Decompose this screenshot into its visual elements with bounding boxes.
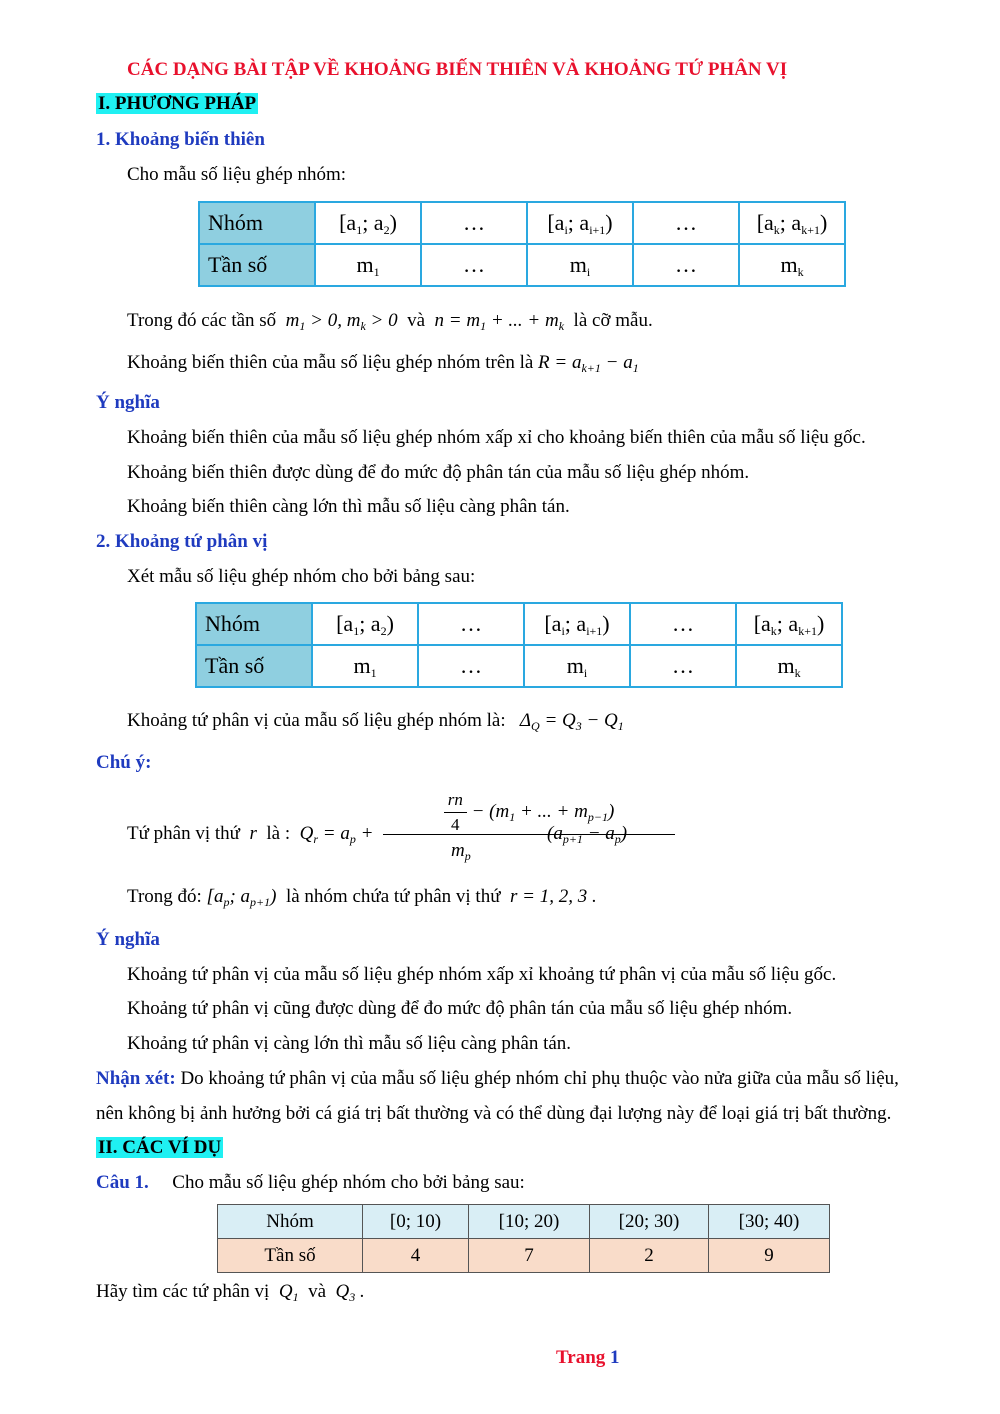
quartile-label: Tứ phân vị thứ r là : $Q_r = a_p$ +: [127, 823, 374, 846]
text-fragment: Khoảng tứ phân vị của mẫu số liệu ghép nhóm là:: [127, 710, 506, 731]
fraction-denominator: $m_p$: [451, 840, 471, 863]
example-header-group: Nhóm: [218, 1205, 363, 1239]
page-footer: [556, 1346, 620, 1370]
formula-sample-size: $n = m_1$ + ... + $m_k$: [429, 310, 565, 333]
formula-interval: [$a_p$; $a_{p+1}$): [206, 886, 277, 909]
question-1-ask: Hãy tìm các tứ phân vị $Q_1$ và $Q_3$ .: [96, 1281, 365, 1304]
text-fragment: Khoảng biến thiên của mẫu số liệu ghép nhóm trên là: [127, 352, 534, 373]
table1-cell: [$a_1$; $a_2$): [315, 202, 421, 244]
page-number: 1: [610, 1347, 620, 1368]
example-cell: [10; 20): [469, 1205, 590, 1239]
sample-size-line: [127, 309, 653, 333]
table2-cell: $m_i$: [524, 645, 630, 687]
formula-tail: $(a_{p+1} - a_p)$: [547, 823, 628, 846]
table1-cell: …: [633, 244, 739, 286]
table2-cell: [$a_k$; $a_{k+1}$): [736, 603, 842, 645]
range-definition: [127, 351, 639, 375]
text-fragment: là :: [266, 823, 291, 844]
example-cell: [30; 40): [709, 1205, 830, 1239]
table1-cell: $m_1$: [315, 244, 421, 286]
table1-cell: $m_k$: [739, 244, 845, 286]
meaning-heading-2: Ý nghĩa: [96, 929, 160, 950]
grouped-table-2: [195, 602, 843, 688]
table1-cell: [$a_k$; $a_{k+1}$): [739, 202, 845, 244]
example-cell: 4: [363, 1239, 469, 1273]
section-heading-2: [96, 1136, 223, 1160]
meaning-line: Khoảng tứ phân vị càng lớn thì mẫu số liệu càng phân tán.: [127, 1033, 572, 1054]
page-title: CÁC DẠNG BÀI TẬP VỀ KHOẢNG BIẾN THIÊN VÀ KHOẢNG TỨ PHÂN VỊ: [127, 59, 788, 80]
table1-cell: [$a_i$; $a_{i+1}$): [527, 202, 633, 244]
note-heading: Chú ý:: [96, 752, 152, 773]
table1-header-group: Nhóm: [199, 202, 315, 244]
remark-label: Nhận xét:: [96, 1068, 176, 1089]
example-cell: [20; 30): [590, 1205, 709, 1239]
example-cell: [0; 10): [363, 1205, 469, 1239]
intro-text-2: Xét mẫu số liệu ghép nhóm cho bởi bảng sau:: [127, 566, 476, 587]
fraction-numerator: $\frac{rn}{4}$ − ($m_1$ + ... + $m_{p-1}$): [383, 790, 675, 835]
formula-range: $R = a_{k+1} - a_1$: [538, 352, 639, 375]
remark-line-2: nên không bị ảnh hưởng bởi cá giá trị bất thường và có thể dùng đại lượng này để loại giá trị bất thường.: [96, 1103, 892, 1124]
table2-cell: [$a_1$; $a_2$): [312, 603, 418, 645]
iqr-definition: [127, 709, 624, 733]
remark-line-1: [96, 1067, 899, 1091]
meaning-line: Khoảng biến thiên càng lớn thì mẫu số liệu càng phân tán.: [127, 496, 570, 517]
example-cell: 7: [469, 1239, 590, 1273]
example-cell: 2: [590, 1239, 709, 1273]
formula-iqr: $\Delta_Q = Q_3 - Q_1$: [510, 710, 624, 733]
intro-text-1: Cho mẫu số liệu ghép nhóm:: [127, 164, 347, 185]
text-fragment: Trong đó:: [127, 886, 202, 907]
table1-cell: …: [633, 202, 739, 244]
table2-cell: [$a_i$; $a_{i+1}$): [524, 603, 630, 645]
text-fragment: Do khoảng tứ phân vị của mẫu số liệu ghép nhóm chỉ phụ thuộc vào nửa giữa của mẫu số liệu,: [180, 1068, 899, 1089]
formula-r-values: r = 1, 2, 3 .: [505, 886, 597, 907]
text-fragment: Tứ phân vị thứ: [127, 823, 240, 844]
fraction-bar: [383, 834, 675, 835]
example-table: [217, 1204, 830, 1273]
meaning-line: Khoảng tứ phân vị của mẫu số liệu ghép nhóm xấp xỉ khoảng tứ phân vị của mẫu số liệu gốc.: [127, 964, 837, 985]
table2-cell: …: [418, 645, 524, 687]
table1-cell: …: [421, 244, 527, 286]
text-fragment: Hãy tìm các tứ phân vị: [96, 1281, 270, 1302]
text-fragment: và: [407, 310, 426, 331]
meaning-heading-1: Ý nghĩa: [96, 392, 160, 413]
text-fragment: và: [308, 1281, 327, 1302]
table2-cell: $m_k$: [736, 645, 842, 687]
table2-cell: $m_1$: [312, 645, 418, 687]
text-fragment: là nhóm chứa tứ phân vị thứ: [285, 886, 501, 907]
table1-cell: …: [421, 202, 527, 244]
text-fragment: Trong đó các tần số: [127, 310, 277, 331]
table1-header-frequency: Tần số: [199, 244, 315, 286]
question-label: Câu 1.: [96, 1172, 149, 1193]
meaning-line: Khoảng biến thiên được dùng để đo mức độ phân tán của mẫu số liệu ghép nhóm.: [127, 462, 750, 483]
subheading-iqr: 2. Khoảng tứ phân vị: [96, 531, 268, 552]
question-text: Cho mẫu số liệu ghép nhóm cho bởi bảng sau:: [172, 1172, 525, 1193]
table1-cell: $m_i$: [527, 244, 633, 286]
section-heading-1: [96, 92, 258, 116]
formula-frequencies: $m_1 > 0$, $m_k > 0$: [280, 310, 403, 333]
example-header-frequency: Tần số: [218, 1239, 363, 1273]
section-heading-1-text: I. PHƯƠNG PHÁP: [98, 93, 257, 114]
section-heading-2-text: II. CÁC VÍ DỤ: [98, 1137, 222, 1158]
text-fragment: là cỡ mẫu.: [573, 310, 653, 331]
grouped-table-1: [198, 201, 846, 287]
meaning-line: Khoảng biến thiên của mẫu số liệu ghép nhóm xấp xỉ cho khoảng biến thiên của mẫu số liệu gốc.: [127, 427, 866, 448]
table2-cell: …: [418, 603, 524, 645]
subheading-range: 1. Khoảng biến thiên: [96, 129, 265, 150]
table2-cell: …: [630, 645, 736, 687]
question-1: [96, 1171, 525, 1195]
where-line: [127, 885, 597, 909]
table2-header-frequency: Tần số: [196, 645, 312, 687]
table2-header-group: Nhóm: [196, 603, 312, 645]
footer-label: Trang: [556, 1347, 606, 1368]
example-cell: 9: [709, 1239, 830, 1273]
meaning-line: Khoảng tứ phân vị cũng được dùng để đo mức độ phân tán của mẫu số liệu ghép nhóm.: [127, 998, 793, 1019]
table2-cell: …: [630, 603, 736, 645]
